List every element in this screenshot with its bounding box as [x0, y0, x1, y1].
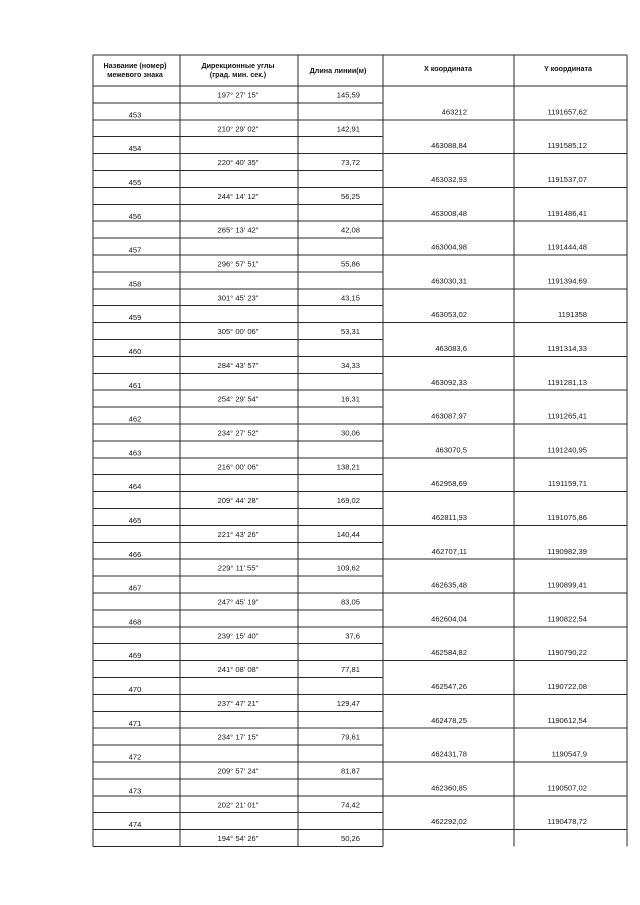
line-length: 73,72	[340, 158, 360, 168]
x-coordinate: 463070,5	[435, 445, 467, 455]
x-coordinate: 462707,11	[431, 546, 467, 556]
line-length: 16,31	[340, 394, 360, 404]
boundary-mark-number: 453	[128, 110, 142, 120]
y-coordinate: 1190547,9	[551, 749, 587, 759]
x-coordinate: 463008,48	[431, 208, 467, 218]
boundary-mark-number: 466	[128, 549, 142, 559]
x-coordinate: 462811,93	[431, 512, 467, 522]
y-coordinate: 1191537,07	[547, 174, 587, 184]
y-coordinate: 1190822,54	[547, 614, 587, 624]
header-name-line1: Название (номер)	[103, 61, 167, 70]
x-coordinate: 462360,85	[431, 783, 467, 793]
line-length: 81,87	[340, 766, 360, 776]
header-y-coordinate: Y координата	[544, 64, 592, 73]
y-coordinate: 1190478,72	[547, 817, 587, 827]
x-coordinate: 462584,82	[431, 648, 467, 658]
x-coordinate: 462478,25	[431, 715, 467, 725]
boundary-mark-number: 463	[128, 448, 142, 458]
y-coordinate: 1190507,02	[547, 783, 587, 793]
y-coordinate: 1191657,62	[547, 107, 587, 117]
direction-angle: 301° 45' 23"	[217, 293, 259, 303]
boundary-mark-number: 457	[128, 245, 142, 255]
line-length: 140,44	[336, 529, 360, 539]
y-coordinate: 1191358	[558, 310, 587, 320]
table-header	[103, 61, 593, 79]
line-length: 56,25	[340, 191, 360, 201]
direction-angle: 194° 54' 26"	[217, 834, 259, 844]
line-length: 109,62	[336, 563, 360, 573]
x-coordinate: 462958,69	[431, 479, 467, 489]
direction-angle: 296° 57' 51"	[217, 259, 259, 269]
boundary-mark-number: 456	[128, 211, 142, 221]
boundary-mark-number: 474	[128, 820, 142, 830]
direction-angle: 209° 57' 24"	[217, 766, 259, 776]
direction-angle: 284° 43' 57"	[217, 360, 259, 370]
direction-angle: 209° 44' 28"	[217, 496, 259, 506]
x-coordinate: 463092,33	[431, 377, 467, 387]
boundary-mark-number: 462	[128, 414, 142, 424]
direction-angle: 221° 43' 26"	[217, 529, 259, 539]
direction-angle: 305° 00' 06"	[217, 327, 259, 337]
direction-angle: 265° 13' 42"	[217, 225, 259, 235]
line-length: 79,61	[340, 732, 360, 742]
direction-angle: 241° 08' 08"	[217, 665, 259, 675]
line-length: 55,86	[340, 259, 360, 269]
direction-angle: 234° 27' 52"	[217, 428, 259, 438]
direction-angle: 237° 47' 21"	[217, 698, 259, 708]
x-coordinate: 462635,48	[431, 580, 467, 590]
line-length: 42,08	[340, 225, 360, 235]
direction-angle: 247° 45' 19"	[217, 597, 259, 607]
line-length: 83,05	[340, 597, 360, 607]
x-coordinate: 462292,02	[431, 817, 467, 827]
y-coordinate: 1191585,12	[547, 141, 587, 151]
direction-angle: 244° 14' 12"	[217, 191, 259, 201]
line-length: 34,33	[340, 360, 360, 370]
y-coordinate: 1191314,33	[547, 343, 587, 353]
direction-angle: 210° 29' 02"	[217, 124, 259, 134]
y-coordinate: 1191281,13	[547, 377, 587, 387]
header-name-line2: межевого знака	[107, 70, 163, 79]
y-coordinate: 1191240,95	[547, 445, 587, 455]
boundary-mark-number: 471	[128, 718, 142, 728]
boundary-mark-number: 473	[128, 786, 142, 796]
line-length: 77,81	[340, 665, 360, 675]
direction-angle: 202° 21' 01"	[217, 800, 259, 810]
boundary-mark-number: 469	[128, 651, 142, 661]
y-coordinate: 1191444,48	[547, 242, 587, 252]
y-coordinate: 1191394,69	[547, 276, 587, 286]
direction-angle: 216° 00' 06"	[217, 462, 259, 472]
direction-angle: 229° 11' 55"	[217, 563, 259, 573]
x-coordinate: 463030,31	[431, 276, 467, 286]
y-coordinate: 1191075,86	[547, 512, 587, 522]
line-length: 145,59	[336, 90, 360, 100]
x-coordinate: 463032,93	[431, 174, 467, 184]
boundary-mark-number: 458	[128, 279, 142, 289]
direction-angle: 234° 17' 15"	[217, 732, 259, 742]
y-coordinate: 1191486,41	[547, 208, 587, 218]
line-length: 142,91	[336, 124, 360, 134]
boundary-mark-number: 472	[128, 752, 142, 762]
header-length: Длина линии(м)	[309, 66, 367, 75]
table-body	[129, 90, 587, 843]
boundary-mark-number: 464	[128, 482, 142, 492]
y-coordinate: 1190722,08	[547, 681, 587, 691]
y-coordinate: 1190982,39	[547, 546, 587, 556]
line-length: 43,15	[340, 293, 360, 303]
line-length: 37,6	[345, 631, 360, 641]
boundary-mark-number: 461	[128, 380, 142, 390]
line-length: 169,02	[336, 496, 360, 506]
boundary-mark-number: 465	[128, 515, 142, 525]
y-coordinate: 1191159,71	[548, 479, 587, 489]
x-coordinate: 463087,97	[431, 411, 467, 421]
boundary-mark-number: 470	[128, 684, 142, 694]
header-angle-line2: (град. мин. сек.)	[209, 70, 267, 79]
direction-angle: 220° 40' 35"	[217, 158, 259, 168]
boundary-mark-number: 455	[128, 177, 142, 187]
boundary-mark-number: 468	[128, 617, 142, 627]
x-coordinate: 462604,04	[431, 614, 467, 624]
header-x-coordinate: Х координата	[423, 64, 473, 73]
line-length: 138,21	[336, 462, 360, 472]
x-coordinate: 462547,26	[431, 681, 467, 691]
boundary-mark-number: 467	[128, 583, 142, 593]
direction-angle: 239° 15' 40"	[217, 631, 259, 641]
header-angle-line1: Дирекционные углы	[201, 61, 275, 70]
x-coordinate: 463083,6	[435, 343, 467, 353]
direction-angle: 197° 27' 15"	[217, 90, 259, 100]
y-coordinate: 1190899,41	[547, 580, 587, 590]
x-coordinate: 463053,02	[431, 310, 467, 320]
y-coordinate: 1190612,54	[547, 715, 587, 725]
boundary-mark-number: 459	[128, 313, 142, 323]
x-coordinate: 463212	[441, 107, 467, 117]
line-length: 50,26	[340, 834, 360, 844]
y-coordinate: 1191265,41	[547, 411, 587, 421]
x-coordinate: 463004,98	[431, 242, 467, 252]
y-coordinate: 1190790,22	[547, 648, 587, 658]
line-length: 30,06	[340, 428, 360, 438]
boundary-mark-number: 460	[128, 346, 142, 356]
line-length: 74,42	[340, 800, 360, 810]
x-coordinate: 462431,78	[431, 749, 467, 759]
x-coordinate: 463088,84	[431, 141, 467, 151]
direction-angle: 254° 29' 54"	[217, 394, 259, 404]
line-length: 129,47	[336, 698, 360, 708]
boundary-mark-number: 454	[128, 144, 142, 154]
line-length: 53,31	[340, 327, 360, 337]
